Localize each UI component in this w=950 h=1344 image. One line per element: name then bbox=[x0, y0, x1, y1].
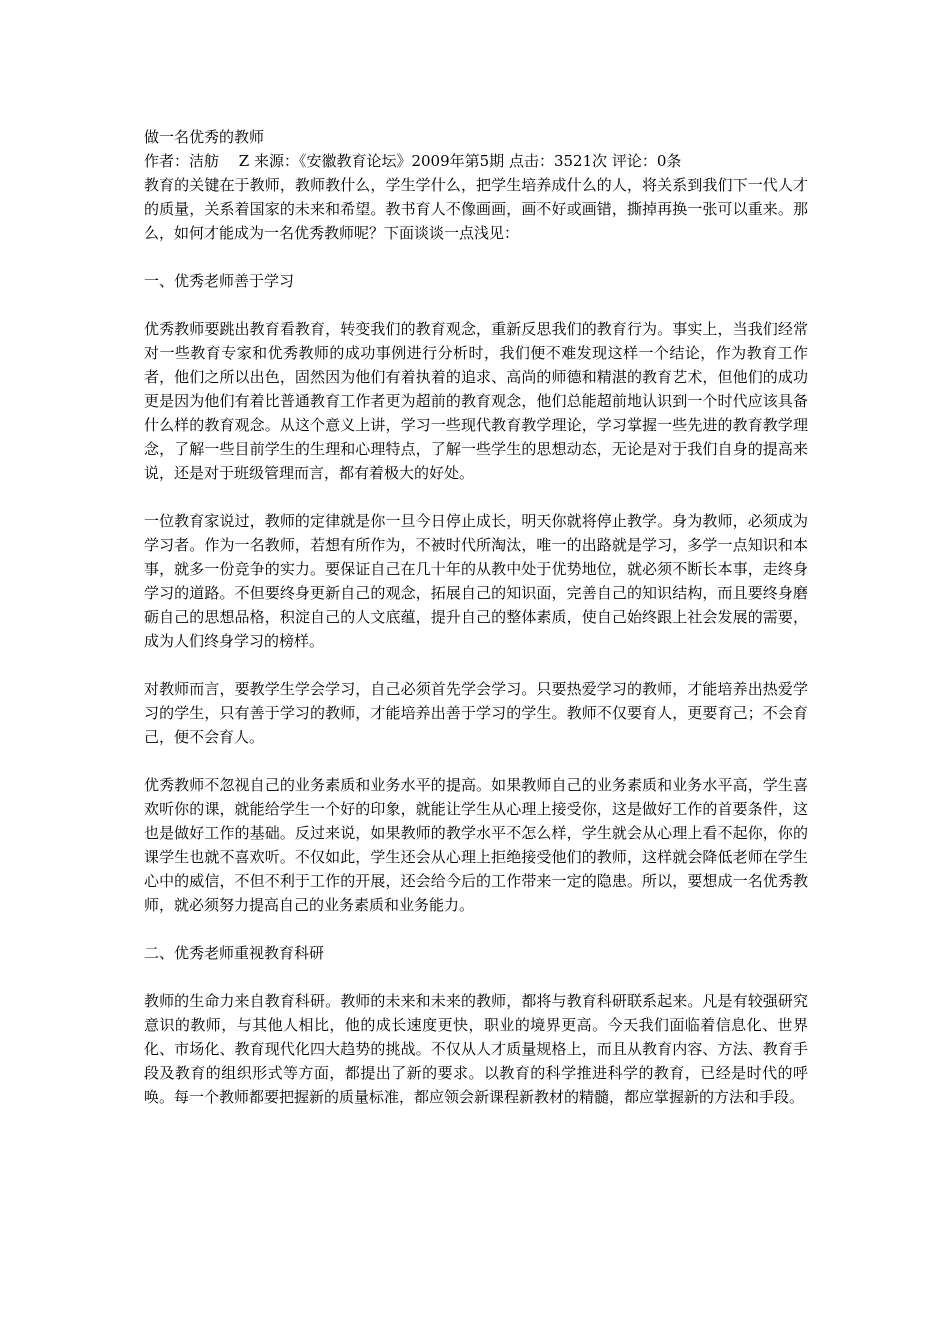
spacer bbox=[144, 293, 808, 317]
intro-paragraph: 教育的关键在于教师，教师教什么，学生学什么，把学生培养成什么的人，将关系到我们下一代人才的质量，关系着国家的未来和希望。教书育人不像画画，画不好或画错，撕掉再换一张可以重来。那么，如何才能成为一名优秀教师呢？下面谈谈一点浅见： bbox=[144, 176, 808, 242]
spacer bbox=[144, 749, 808, 773]
paragraph: 对教师而言，要教学生学会学习，自己必须首先学会学习。只要热爱学习的教师，才能培养出热爱学习的学生，只有善于学习的教师，才能培养出善于学习的学生。教师不仅要育人，更要育己；不会育己，便不会育人。 bbox=[144, 680, 808, 746]
spacer bbox=[144, 965, 808, 989]
spacer bbox=[144, 245, 808, 269]
spacer bbox=[144, 485, 808, 509]
paragraph: 教师的生命力来自教育科研。教师的未来和未来的教师，都将与教育科研联系起来。凡是有较强研究意识的教师，与其他人相比，他的成长速度更快，职业的境界更高。今天我们面临着信息化、世界化、市场化、教育现代化四大趋势的挑战。不仅从人才质量规格上，而且从教育内容、方法、教育手段及教育的组织形式等方面，都提出了新的要求。以教育的科学推进科学的教育，已经是时代的呼唤。每一个教师都要把握新的质量标准，都应领会新课程新教材的精髓，都应掌握新的方法和手段。 bbox=[144, 992, 808, 1106]
document-title: 做一名优秀的教师 bbox=[144, 128, 265, 146]
document-meta: 作者：洁舫 Z 来源：《安徽教育论坛》2009年第5期 点击：3521次 评论：0条 bbox=[144, 152, 682, 170]
document-body bbox=[144, 125, 808, 1109]
paragraph: 优秀教师要跳出教育看教育，转变我们的教育观念，重新反思我们的教育行为。事实上，当我们经常对一些教育专家和优秀教师的成功事例进行分析时，我们便不难发现这样一个结论，作为教育工作者，他们之所以出色，固然因为他们有着执着的追求、高尚的师德和精湛的教育艺术，但他们的成功更是因为他们有着比普通教育工作者更为超前的教育观念，他们总能超前地认识到一个时代应该具备什么样的教育观念。从这个意义上讲，学习一些现代教育教学理论，学习掌握一些先进的教育教学理念，了解一些目前学生的生理和心理特点，了解一些学生的思想动态，无论是对于我们自身的提高来说，还是对于班级管理而言，都有着极大的好处。 bbox=[144, 320, 808, 482]
paragraph: 一位教育家说过，教师的定律就是你一旦今日停止成长，明天你就将停止教学。身为教师，必须成为学习者。作为一名教师，若想有所作为，不被时代所淘汰，唯一的出路就是学习，多学一点知识和本事，就多一份竞争的实力。要保证自己在几十年的从教中处于优势地位，就必须不断长本事，走终身学习的道路。不但要终身更新自己的观念，拓展自己的知识面，完善自己的知识结构，而且要终身磨砺自己的思想品格，积淀自己的人文底蕴，提升自己的整体素质，使自己始终跟上社会发展的需要，成为人们终身学习的榜样。 bbox=[144, 512, 808, 650]
section-heading-2: 二、优秀老师重视教育科研 bbox=[144, 944, 325, 962]
spacer bbox=[144, 917, 808, 941]
spacer bbox=[144, 653, 808, 677]
paragraph: 优秀教师不忽视自己的业务素质和业务水平的提高。如果教师自己的业务素质和业务水平高，学生喜欢听你的课，就能给学生一个好的印象，就能让学生从心理上接受你，这是做好工作的首要条件，这也是做好工作的基础。反过来说，如果教师的教学水平不怎么样，学生就会从心理上看不起你，你的课学生也就不喜欢听。不仅如此，学生还会从心理上拒绝接受他们的教师，这样就会降低老师在学生心中的威信，不但不利于工作的开展，还会给今后的工作带来一定的隐患。所以，要想成一名优秀教师，就必须努力提高自己的业务素质和业务能力。 bbox=[144, 776, 808, 914]
section-heading-1: 一、优秀老师善于学习 bbox=[144, 272, 295, 290]
